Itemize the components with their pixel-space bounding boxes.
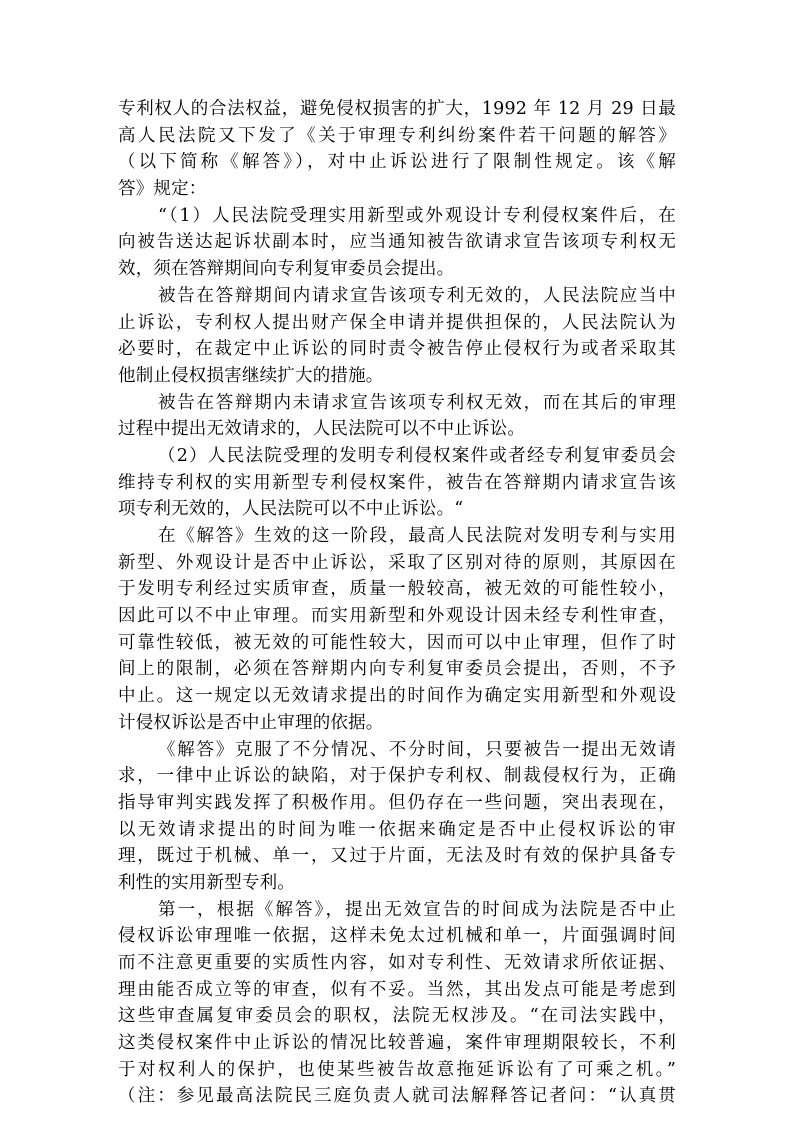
text-line: 在《解答》生效的这一阶段，最高人民法院对发明专利与实用 xyxy=(158,526,676,546)
text-line: 侵权诉讼审理唯一依据，这样未免太过机械和单一，片面强调时间 xyxy=(118,926,676,947)
text-line: 以无效请求提出的时间为唯一依据来确定是否中止侵权诉讼的审 xyxy=(118,819,676,840)
text-line: “（1）人民法院受理实用新型或外观设计专利侵权案件后，在 xyxy=(158,205,676,226)
text-line: 指导审判实践发挥了积极作用。但仍存在一些问题，突出表现在， xyxy=(118,792,676,813)
text-line: 而不注意更重要的实质性内容，如对专利性、无效请求所依证据、 xyxy=(118,953,676,973)
document-body xyxy=(118,96,676,1110)
text-line: 高人民法院又下发了《关于审理专利纠纷案件若干问题的解答》 xyxy=(118,125,676,146)
text-line: 被告在答辩期内未请求宣告该项专利权无效，而在其后的审理 xyxy=(158,392,676,413)
text-line: 第一，根据《解答》，提出无效宣告的时间成为法院是否中止 xyxy=(158,899,676,920)
text-line: 中止。这一规定以无效请求提出的时间作为确定实用新型和外观设 xyxy=(118,686,676,707)
text-line: 计侵权诉讼是否中止审理的依据。 xyxy=(118,712,384,733)
text-line: 这类侵权案件中止诉讼的情况比较普遍，案件审理期限较长，不利 xyxy=(118,1033,676,1054)
text-line: 理，既过于机械、单一，又过于片面，无法及时有效的保护具备专 xyxy=(118,846,676,867)
text-line: 于发明专利经过实质审查，质量一般较高，被无效的可能性较小， xyxy=(118,579,676,600)
text-line: 专利权人的合法权益，避免侵权损害的扩大，1992 年 12 月 29 日最 xyxy=(118,99,676,119)
text-line: 可靠性较低，被无效的可能性较大，因而可以中止审理，但作了时 xyxy=(118,632,676,653)
text-line: 项专利无效的，人民法院可以不中止诉讼。“ xyxy=(118,499,464,520)
text-line: 必要时，在裁定中止诉讼的同时责令被告停止侵权行为或者采取其 xyxy=(118,339,676,360)
text-line: （以下简称《解答》），对中止诉讼进行了限制性规定。该《解 xyxy=(118,152,676,173)
text-line: 被告在答辩期间内请求宣告该项专利无效的，人民法院应当中 xyxy=(158,285,676,306)
text-line: 理由能否成立等的审查，似有不妥。当然，其出发点可能是考虑到 xyxy=(118,979,676,1000)
text-line: 间上的限制，必须在答辩期内向专利复审委员会提出，否则，不予 xyxy=(118,659,676,680)
text-line: 这些审查属复审委员会的职权，法院无权涉及。“在司法实践中， xyxy=(118,1006,676,1027)
text-line: 答》规定： xyxy=(118,179,207,200)
text-line: 他制止侵权损害继续扩大的措施。 xyxy=(118,365,384,386)
text-line: 向被告送达起诉状副本时，应当通知被告欲请求宣告该项专利权无 xyxy=(118,232,676,253)
text-line: 因此可以不中止审理。而实用新型和外观设计因未经专利性审查， xyxy=(118,606,676,627)
text-line: （注：参见最高法院民三庭负责人就司法解释答记者问：“认真贯 xyxy=(118,1086,676,1107)
text-line: 新型、外观设计是否中止诉讼，采取了区别对待的原则，其原因在 xyxy=(118,552,676,573)
text-line: 效，须在答辩期间向专利复审委员会提出。 xyxy=(118,259,455,280)
text-line: 《解答》克服了不分情况、不分时间，只要被告一提出无效请 xyxy=(158,739,676,760)
text-line: 求，一律中止诉讼的缺陷，对于保护专利权、制裁侵权行为，正确 xyxy=(118,766,676,787)
text-line: 利性的实用新型专利。 xyxy=(118,872,295,893)
text-line: （2）人民法院受理的发明专利侵权案件或者经专利复审委员会 xyxy=(158,445,676,466)
text-line: 止诉讼，专利权人提出财产保全申请并提供担保的，人民法院认为 xyxy=(118,312,676,333)
text-line: 过程中提出无效请求的，人民法院可以不中止诉讼。 xyxy=(118,419,526,440)
text-line: 维持专利权的实用新型专利侵权案件，被告在答辩期内请求宣告该 xyxy=(118,472,676,493)
text-line: 于对权利人的保护，也使某些被告故意拖延诉讼有了可乘之机。” xyxy=(118,1059,676,1080)
